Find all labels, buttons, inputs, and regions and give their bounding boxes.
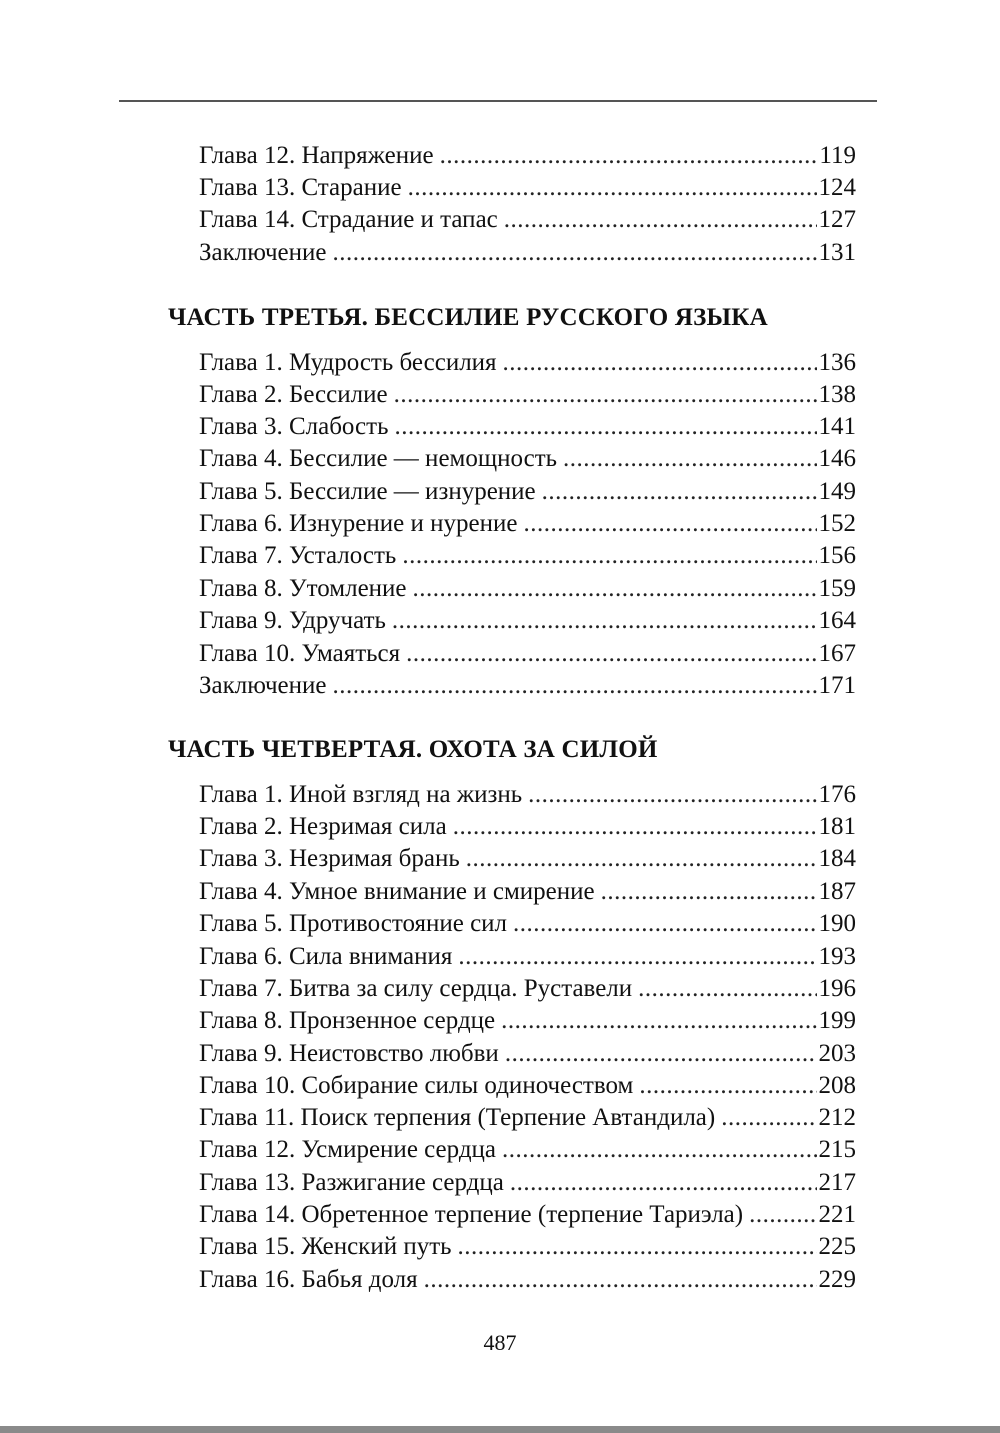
toc-dot-leader [505, 1038, 817, 1070]
toc-entry-title: Глава 6. Сила внимания [199, 943, 453, 970]
toc-entry-page: 131 [818, 239, 856, 266]
toc-entry-title: Глава 14. Обретенное терпение (терпение Тариэла) [199, 1201, 744, 1228]
part-heading: ЧАСТЬ ЧЕТВЕРТАЯ. ОХОТА ЗА СИЛОЙ [168, 736, 658, 763]
toc-entry [199, 843, 856, 875]
toc-entry-title: Глава 10. Умаяться [199, 640, 401, 667]
toc-entry-title: Глава 1. Иной взгляд на жизнь [199, 781, 523, 808]
toc-entry-page: 159 [818, 575, 856, 602]
toc-dot-leader [424, 1264, 817, 1296]
toc-entry-title: Глава 1. Мудрость бессилия [199, 349, 497, 376]
toc-entry [199, 1167, 856, 1199]
toc-dot-leader [392, 605, 817, 637]
toc-entry-page: 196 [818, 975, 856, 1002]
toc-entry-page: 167 [818, 640, 856, 667]
toc-entry [199, 411, 856, 443]
toc-entry-page: 152 [818, 510, 856, 537]
toc-dot-leader [513, 908, 816, 940]
part-heading: ЧАСТЬ ТРЕТЬЯ. БЕССИЛИЕ РУССКОГО ЯЗЫКА [168, 304, 768, 331]
toc-entry-page: 212 [818, 1104, 856, 1131]
toc-entry-page: 149 [818, 478, 856, 505]
toc-entry-page: 229 [818, 1266, 856, 1293]
toc-entry-title: Глава 9. Удручать [199, 607, 386, 634]
toc-dot-leader [503, 347, 817, 379]
toc-dot-leader [458, 1231, 817, 1263]
toc-dot-leader [394, 379, 817, 411]
toc-dot-leader [458, 941, 816, 973]
toc-entry-page: 146 [818, 445, 856, 472]
toc-dot-leader [333, 237, 817, 269]
toc-dot-leader [638, 973, 816, 1005]
toc-entry [199, 779, 856, 811]
toc-entry-page: 138 [818, 381, 856, 408]
toc-entry-page: 225 [818, 1233, 856, 1260]
toc-entry [199, 876, 856, 908]
toc-entry-title: Глава 9. Неистовство любви [199, 1040, 499, 1067]
toc-entry-page: 171 [818, 672, 856, 699]
toc-entry-page: 141 [818, 413, 856, 440]
toc-dot-leader [408, 172, 817, 204]
toc-entry [199, 638, 856, 670]
toc-entry-title: Заключение [199, 239, 327, 266]
toc-entry-page: 176 [818, 781, 856, 808]
toc-entry-title: Глава 8. Утомление [199, 575, 407, 602]
toc-dot-leader [601, 876, 817, 908]
toc-dot-leader [406, 638, 816, 670]
toc-entry-title: Глава 7. Битва за силу сердца. Руставели [199, 975, 633, 1002]
toc-entry [199, 941, 856, 973]
toc-entry [199, 811, 856, 843]
toc-entry-page: 217 [818, 1169, 856, 1196]
toc-entry [199, 476, 856, 508]
toc-entry-page: 208 [818, 1072, 856, 1099]
toc-entry-title: Глава 5. Противостояние сил [199, 910, 508, 937]
toc-entry [199, 204, 856, 236]
toc-entry-page: 215 [818, 1136, 856, 1163]
toc-entry [199, 140, 856, 172]
toc-entry-page: 221 [818, 1201, 856, 1228]
toc-entry [199, 1038, 856, 1070]
toc-entry-title: Глава 2. Незримая сила [199, 813, 447, 840]
header-rule [119, 100, 877, 102]
toc-entry-title: Глава 2. Бессилие [199, 381, 388, 408]
toc-entry-title: Глава 5. Бессилие — изнурение [199, 478, 536, 505]
toc-entry [199, 670, 856, 702]
toc-entry [199, 1134, 856, 1166]
toc-entry [199, 508, 856, 540]
toc-entry-title: Глава 10. Собирание силы одиночеством [199, 1072, 634, 1099]
toc-entry [199, 347, 856, 379]
toc-entry-title: Глава 4. Умное внимание и смирение [199, 878, 595, 905]
toc-entry-page: 193 [818, 943, 856, 970]
toc-entry [199, 237, 856, 269]
toc-entry-page: 184 [818, 845, 856, 872]
toc-entry-page: 199 [818, 1007, 856, 1034]
toc-dot-leader [639, 1070, 816, 1102]
toc-entry-page: 190 [818, 910, 856, 937]
toc-entry-page: 136 [818, 349, 856, 376]
toc-entry-page: 203 [818, 1040, 856, 1067]
toc-entry-title: Заключение [199, 672, 327, 699]
toc-entry-page: 156 [818, 542, 856, 569]
toc-dot-leader [501, 1005, 816, 1037]
toc-entry-page: 127 [818, 206, 856, 233]
toc-entry [199, 540, 856, 572]
toc-entry [199, 973, 856, 1005]
toc-dot-leader [749, 1199, 816, 1231]
toc-entry-title: Глава 15. Женский путь [199, 1233, 452, 1260]
toc-entry-page: 181 [818, 813, 856, 840]
toc-entry-title: Глава 6. Изнурение и нурение [199, 510, 518, 537]
toc-dot-leader [466, 843, 817, 875]
toc-entry-title: Глава 11. Поиск терпения (Терпение Автандила) [199, 1104, 716, 1131]
toc-entry-title: Глава 3. Слабость [199, 413, 389, 440]
toc-entry-title: Глава 3. Незримая брань [199, 845, 460, 872]
toc-entry-title: Глава 12. Напряжение [199, 142, 434, 169]
toc-entry [199, 1199, 856, 1231]
toc-entry [199, 1102, 856, 1134]
toc-entry-page: 119 [819, 142, 856, 169]
toc-dot-leader [502, 1134, 816, 1166]
toc-entry [199, 1264, 856, 1296]
toc-entry [199, 1231, 856, 1263]
page-number: 487 [483, 1330, 517, 1355]
toc-entry-page: 124 [818, 174, 856, 201]
toc-entry [199, 172, 856, 204]
toc-entry-page: 187 [818, 878, 856, 905]
toc-dot-leader [721, 1102, 816, 1134]
toc-dot-leader [523, 508, 816, 540]
toc-dot-leader [542, 476, 817, 508]
toc-entry-title: Глава 13. Разжигание сердца [199, 1169, 504, 1196]
toc-dot-leader [563, 443, 816, 475]
toc-entry [199, 908, 856, 940]
toc-entry [199, 605, 856, 637]
toc-entry [199, 573, 856, 605]
toc-dot-leader [333, 670, 817, 702]
bottom-border [0, 1426, 1000, 1433]
toc-dot-leader [510, 1167, 817, 1199]
toc-entry [199, 1005, 856, 1037]
toc-entry-title: Глава 14. Страдание и тапас [199, 206, 498, 233]
toc-entry [199, 1070, 856, 1102]
toc-dot-leader [453, 811, 817, 843]
toc-dot-leader [413, 573, 817, 605]
toc-entry-page: 164 [818, 607, 856, 634]
toc-entry-title: Глава 7. Усталость [199, 542, 397, 569]
toc-dot-leader [528, 779, 816, 811]
toc-entry [199, 379, 856, 411]
toc-entry-title: Глава 16. Бабья доля [199, 1266, 418, 1293]
toc-dot-leader [394, 411, 816, 443]
toc-entry-title: Глава 13. Старание [199, 174, 402, 201]
toc-dot-leader [440, 140, 818, 172]
toc-entry-title: Глава 8. Пронзенное сердце [199, 1007, 496, 1034]
toc-entry [199, 443, 856, 475]
toc-dot-leader [504, 204, 817, 236]
toc-entry-title: Глава 4. Бессилие — немощность [199, 445, 558, 472]
toc-entry-title: Глава 12. Усмирение сердца [199, 1136, 497, 1163]
toc-dot-leader [402, 540, 816, 572]
